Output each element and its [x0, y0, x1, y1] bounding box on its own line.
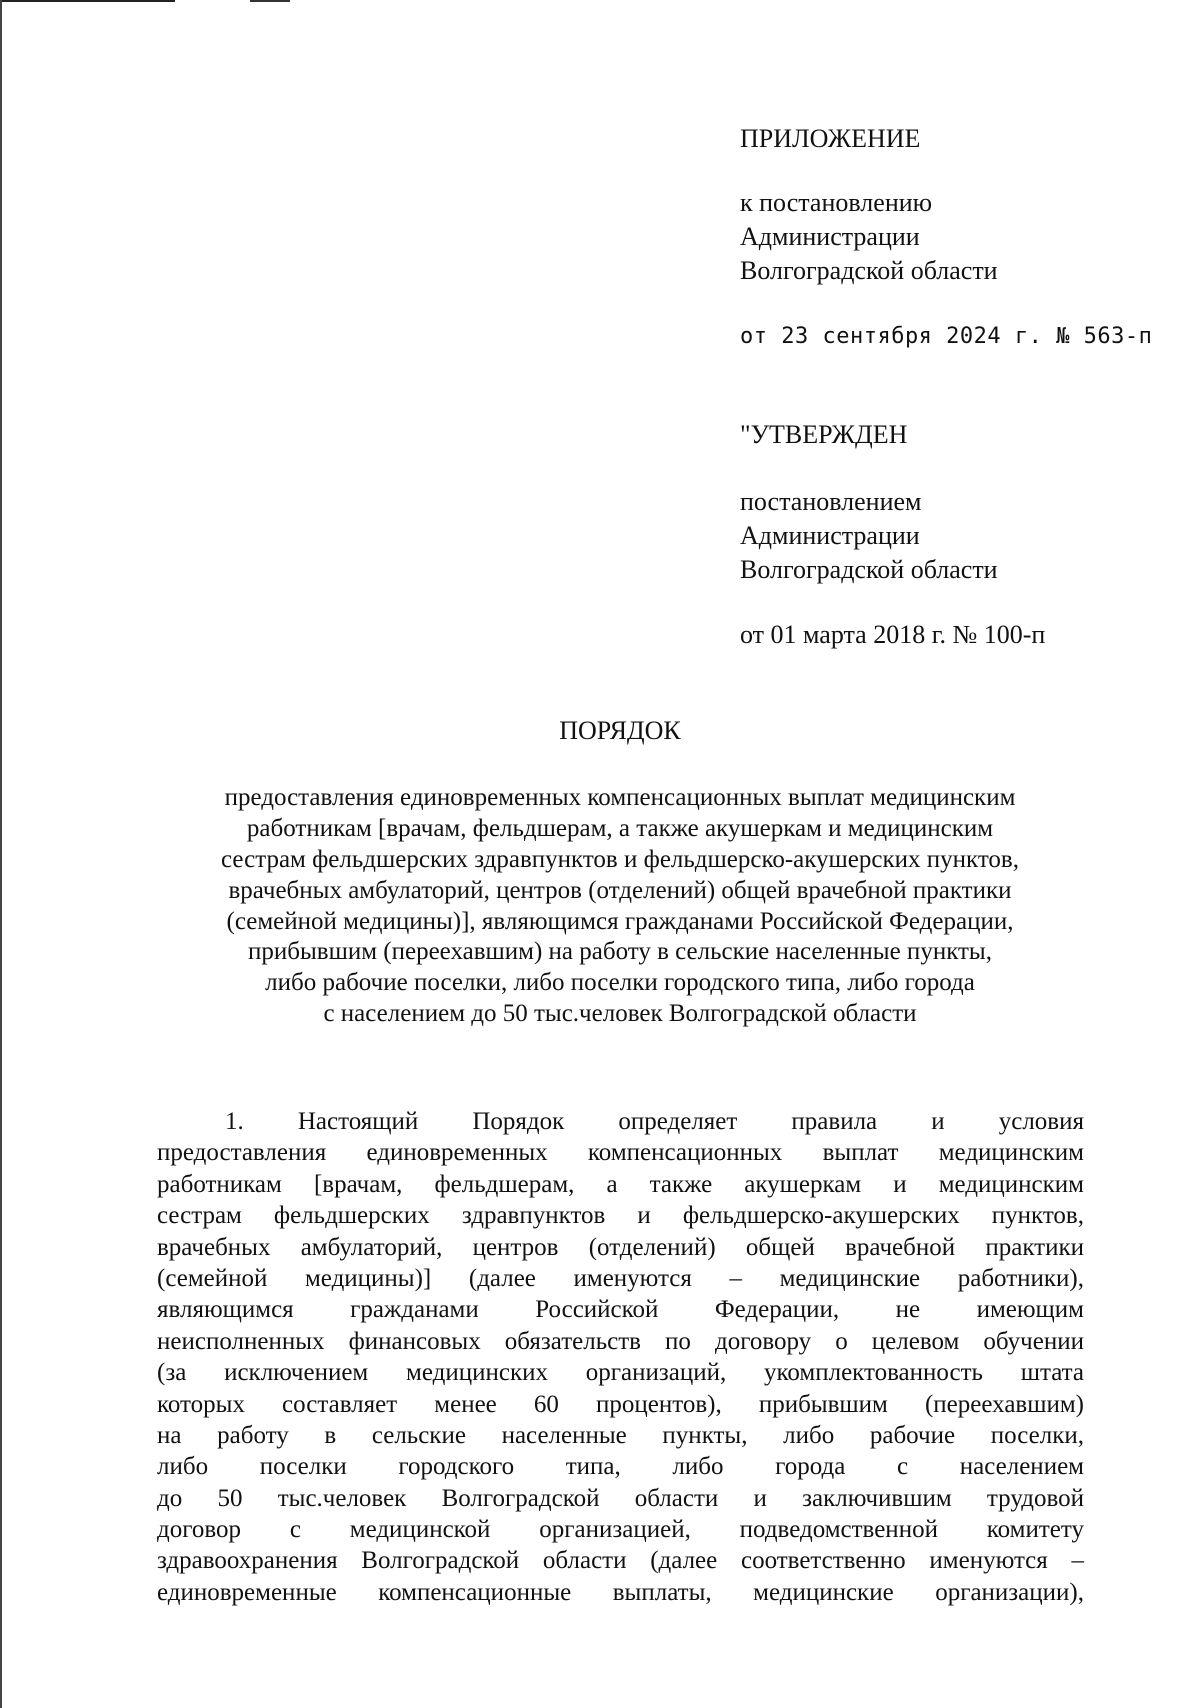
- subtitle-line: прибывшим (переехавшим) на работу в сельские населенные пункты,: [248, 938, 992, 966]
- paragraph-line: либо поселки городского типа, либо города с населением: [157, 1453, 1084, 1481]
- approved-by-line: постановлением: [740, 487, 922, 516]
- paragraph-line: здравоохранения Волгоградской области (далее соответственно именуются –: [157, 1547, 1084, 1575]
- scan-edge-left: [0, 0, 2, 1708]
- paragraph-line: работникам [врачам, фельдшерам, а также акушеркам и медицинским: [157, 1170, 1084, 1198]
- scan-edge-top: [0, 0, 175, 2]
- paragraph-1: [157, 1106, 1084, 1608]
- paragraph-line: (семейной медицины)] (далее именуются – медицинские работники),: [157, 1264, 1084, 1292]
- appendix-heading: ПРИЛОЖЕНИЕ: [740, 124, 921, 153]
- paragraph-line: единовременные компенсационные выплаты, медицинские организации),: [157, 1578, 1084, 1606]
- paragraph-line: являющимся гражданами Российской Федерации, не имеющим: [157, 1296, 1084, 1324]
- paragraph-line: врачебных амбулаторий, центров (отделений) общей врачебной практики: [157, 1233, 1084, 1261]
- paragraph-line: 1. Настоящий Порядок определяет правила и условия: [225, 1108, 1084, 1135]
- paragraph-line: на работу в сельские населенные пункты, либо рабочие поселки,: [157, 1421, 1084, 1449]
- approved-by-line: Администрации: [740, 521, 920, 550]
- subtitle-line: с населением до 50 тыс.человек Волгоградской области: [323, 1000, 917, 1028]
- subtitle-line: (семейной медицины)], являющимся гражданами Российской Федерации,: [226, 907, 1014, 935]
- document-title: ПОРЯДОК: [559, 716, 681, 745]
- subtitle-line: врачебных амбулаторий, центров (отделений) общей врачебной практики: [228, 876, 1012, 904]
- approved-by-line: Волгоградской области: [740, 555, 998, 584]
- paragraph-line: до 50 тыс.человек Волгоградской области и заключившим трудовой: [157, 1484, 1084, 1512]
- document-subtitle: [150, 783, 1090, 1030]
- appendix-to-line: Администрации: [740, 222, 920, 251]
- paragraph-line: договор с медицинской организацией, подведомственной комитету: [157, 1516, 1084, 1544]
- paragraph-line: (за исключением медицинских организаций, укомплектованность штата: [157, 1359, 1084, 1387]
- appendix-date: от 23 сентября 2024 г. № 563-п: [740, 324, 1153, 349]
- paragraph-line: которых составляет менее 60 процентов), прибывшим (переехавшим): [157, 1390, 1084, 1418]
- subtitle-line: предоставления единовременных компенсационных выплат медицинским: [224, 784, 1016, 811]
- paragraph-line: неисполненных финансовых обязательств по договору о целевом обучении: [157, 1327, 1084, 1355]
- scan-edge-mark: [250, 0, 290, 2]
- paragraph-line: предоставления единовременных компенсационных выплат медицинским: [157, 1139, 1084, 1167]
- approved-date: от 01 марта 2018 г. № 100-п: [740, 620, 1046, 649]
- appendix-to-line: к постановлению: [740, 188, 933, 217]
- paragraph-line: сестрам фельдшерских здравпунктов и фельдшерско-акушерских пунктов,: [157, 1202, 1084, 1230]
- subtitle-line: сестрам фельдшерских здравпунктов и фельдшерско-акушерских пунктов,: [221, 845, 1019, 873]
- subtitle-line: работникам [врачам, фельдшерам, а также акушеркам и медицинским: [246, 814, 994, 842]
- subtitle-line: либо рабочие поселки, либо поселки городского типа, либо города: [265, 969, 975, 997]
- approved-heading: "УТВЕРЖДЕН: [740, 420, 908, 449]
- appendix-to-line: Волгоградской области: [740, 256, 998, 285]
